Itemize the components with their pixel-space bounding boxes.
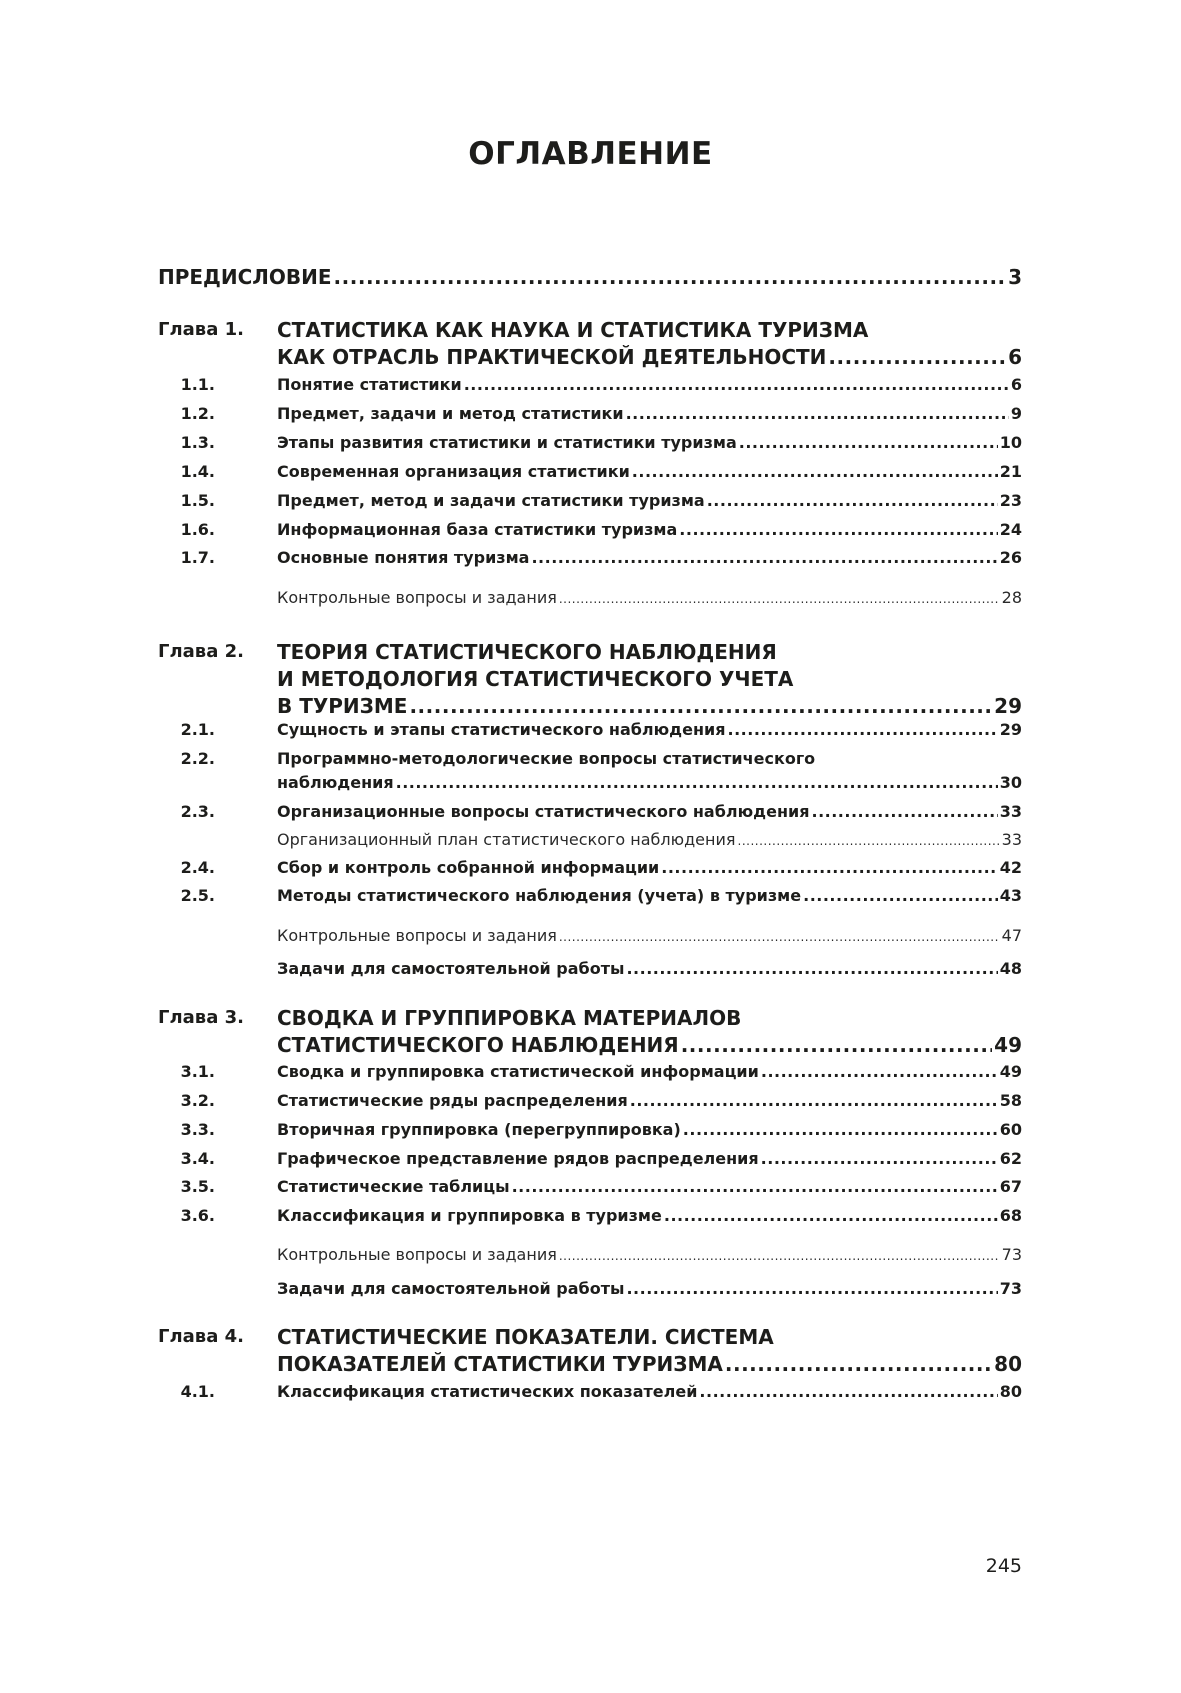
dot-leader: [559, 1244, 1000, 1268]
toc-entry-page: 33: [999, 802, 1022, 821]
toc-entry-title: Задачи для самостоятельной работы: [277, 959, 625, 978]
toc-entry-title: Контрольные вопросы и задания: [277, 588, 557, 607]
toc-entry-number: 1.2.: [180, 404, 215, 423]
toc-entry-title: СТАТИСТИЧЕСКИЕ ПОКАЗАТЕЛИ. СИСТЕМА: [277, 1325, 774, 1349]
toc-entry-title: СТАТИСТИКА КАК НАУКА И СТАТИСТИКА ТУРИЗМА: [277, 318, 869, 342]
toc-entry-number: 3.5.: [180, 1177, 215, 1196]
toc-entry-page: 48: [999, 959, 1022, 978]
toc-entry-number: 2.3.: [180, 802, 215, 821]
toc-entry-title: СТАТИСТИЧЕСКОГО НАБЛЮДЕНИЯ: [277, 1033, 679, 1057]
toc-entry-title: Этапы развития статистики и статистики туризма: [277, 433, 737, 452]
toc-entry-title: В ТУРИЗМЕ: [277, 694, 408, 718]
dot-leader: [559, 925, 1000, 949]
toc-entry-page: 68: [999, 1206, 1022, 1225]
dot-leader: [409, 694, 992, 718]
toc-entry-page: 6: [1008, 345, 1022, 369]
toc-entry-page: 49: [994, 1033, 1022, 1057]
toc-entry-number: Глава 4.: [158, 1326, 244, 1347]
dot-leader: [828, 345, 1006, 369]
toc-entry-title: ПОКАЗАТЕЛЕЙ СТАТИСТИКИ ТУРИЗМА: [277, 1352, 723, 1376]
dot-leader: [626, 1277, 997, 1301]
toc-entry-title: Методы статистического наблюдения (учета) в туризме: [277, 886, 802, 905]
toc-entry-title: Информационная база статистики туризма: [277, 520, 678, 539]
toc-entry-number: 2.1.: [180, 720, 215, 739]
toc-entry-title: ТЕОРИЯ СТАТИСТИЧЕСКОГО НАБЛЮДЕНИЯ: [277, 640, 777, 664]
dot-leader: [738, 829, 1000, 853]
dot-leader: [664, 1204, 998, 1228]
toc-entry-title: Статистические ряды распределения: [277, 1091, 628, 1110]
toc-entry-page: 67: [999, 1177, 1022, 1196]
toc-entry-page: 28: [1001, 588, 1022, 607]
toc-entry-number: 3.1.: [180, 1062, 215, 1081]
toc-entry-title: ПРЕДИСЛОВИЕ: [158, 265, 332, 289]
toc-entry-page: 30: [999, 773, 1022, 792]
toc-entry-page: 29: [999, 720, 1022, 739]
toc-entry-title: наблюдения: [277, 773, 394, 792]
toc-entry-title: Основные понятия туризма: [277, 548, 530, 567]
page-number: 245: [985, 1555, 1022, 1577]
toc-entry-title: Организационный план статистического наблюдения: [277, 830, 736, 849]
toc-entry-page: 62: [999, 1149, 1022, 1168]
toc-entry-title: Современная организация статистики: [277, 462, 630, 481]
toc-entry-title: Классификация и группировка в туризме: [277, 1206, 662, 1225]
toc-entry-number: 4.1.: [180, 1382, 215, 1401]
toc-entry-title: Вторичная группировка (перегруппировка): [277, 1120, 681, 1139]
dot-leader: [464, 373, 1009, 397]
toc-entry-number: Глава 1.: [158, 319, 244, 340]
toc-entry-number: Глава 2.: [158, 641, 244, 662]
toc-entry-page: 73: [999, 1279, 1022, 1298]
toc-entry-page: 10: [999, 433, 1022, 452]
dot-leader: [559, 587, 1000, 611]
toc-entry-title: Задачи для самостоятельной работы: [277, 1279, 625, 1298]
dot-leader: [681, 1033, 992, 1057]
toc-entry-number: 3.4.: [180, 1149, 215, 1168]
dot-leader: [396, 771, 998, 795]
toc-entry-title: КАК ОТРАСЛЬ ПРАКТИЧЕСКОЙ ДЕЯТЕЛЬНОСТИ: [277, 345, 827, 369]
toc-entry-title: Контрольные вопросы и задания: [277, 926, 557, 945]
toc-entry-page: 21: [999, 462, 1022, 481]
toc-entry-number: 1.6.: [180, 520, 215, 539]
toc-entry-number: 3.6.: [180, 1206, 215, 1225]
dot-leader: [707, 489, 998, 513]
toc-entry-page: 80: [994, 1352, 1022, 1376]
toc-entry-title: Программно-методологические вопросы статистического: [277, 749, 816, 768]
toc-entry-title: Организационные вопросы статистического наблюдения: [277, 802, 810, 821]
toc-entry-title: Предмет, задачи и метод статистики: [277, 404, 624, 423]
toc-entry-number: 2.4.: [180, 858, 215, 877]
dot-leader: [334, 265, 1007, 289]
dot-leader: [739, 431, 998, 455]
toc-entry-page: 33: [1001, 830, 1022, 849]
toc-entry-page: 3: [1008, 265, 1022, 289]
toc-entry-number: 1.5.: [180, 491, 215, 510]
dot-leader: [630, 1089, 998, 1113]
toc-entry-page: 6: [1010, 375, 1022, 394]
toc-entry-title: Сущность и этапы статистического наблюдения: [277, 720, 726, 739]
dot-leader: [632, 460, 998, 484]
dot-leader: [761, 1060, 998, 1084]
dot-leader: [679, 518, 997, 542]
dot-leader: [683, 1118, 998, 1142]
toc-entry-number: 2.2.: [180, 749, 215, 768]
toc-entry-page: 26: [999, 548, 1022, 567]
toc-entry-title: Сводка и группировка статистической информации: [277, 1062, 759, 1081]
toc-entry-page: 9: [1010, 404, 1022, 423]
dot-leader: [803, 884, 998, 908]
toc-entry-page: 58: [999, 1091, 1022, 1110]
toc-entry-page: 43: [999, 886, 1022, 905]
toc-entry-page: 23: [999, 491, 1022, 510]
toc-entry-page: 80: [999, 1382, 1022, 1401]
dot-leader: [725, 1352, 992, 1376]
dot-leader: [728, 718, 998, 742]
toc-entry-title: Классификация статистических показателей: [277, 1382, 698, 1401]
dot-leader: [626, 402, 1009, 426]
toc-entry-page: 49: [999, 1062, 1022, 1081]
toc-entry-page: 47: [1001, 926, 1022, 945]
page-title: ОГЛАВЛЕНИЕ: [468, 136, 713, 172]
toc-entry-title: Понятие статистики: [277, 375, 462, 394]
toc-entry-page: 24: [999, 520, 1022, 539]
toc-entry-number: 1.3.: [180, 433, 215, 452]
toc-entry-page: 73: [1001, 1245, 1022, 1264]
toc-entry-title: Предмет, метод и задачи статистики туризма: [277, 491, 705, 510]
dot-leader: [531, 546, 997, 570]
toc-entry-number: 2.5.: [180, 886, 215, 905]
toc-entry-title: И МЕТОДОЛОГИЯ СТАТИСТИЧЕСКОГО УЧЕТА: [277, 667, 794, 691]
dot-leader: [761, 1147, 998, 1171]
toc-entry-number: Глава 3.: [158, 1007, 244, 1028]
toc-entry-title: Графическое представление рядов распределения: [277, 1149, 759, 1168]
dot-leader: [811, 800, 997, 824]
toc-entry-number: 3.3.: [180, 1120, 215, 1139]
toc-entry-number: 1.1.: [180, 375, 215, 394]
toc-entry-title: Статистические таблицы: [277, 1177, 510, 1196]
toc-entry-page: 60: [999, 1120, 1022, 1139]
toc-entry-number: 3.2.: [180, 1091, 215, 1110]
toc-entry-title: Контрольные вопросы и задания: [277, 1245, 557, 1264]
toc-entry-page: 29: [994, 694, 1022, 718]
dot-leader: [661, 856, 997, 880]
toc-entry-title: СВОДКА И ГРУППИРОВКА МАТЕРИАЛОВ: [277, 1006, 742, 1030]
toc-entry-number: 1.4.: [180, 462, 215, 481]
toc-entry-page: 42: [999, 858, 1022, 877]
dot-leader: [626, 957, 997, 981]
toc-entry-title: Сбор и контроль собранной информации: [277, 858, 660, 877]
dot-leader: [512, 1175, 998, 1199]
dot-leader: [699, 1380, 997, 1404]
toc-entry-number: 1.7.: [180, 548, 215, 567]
